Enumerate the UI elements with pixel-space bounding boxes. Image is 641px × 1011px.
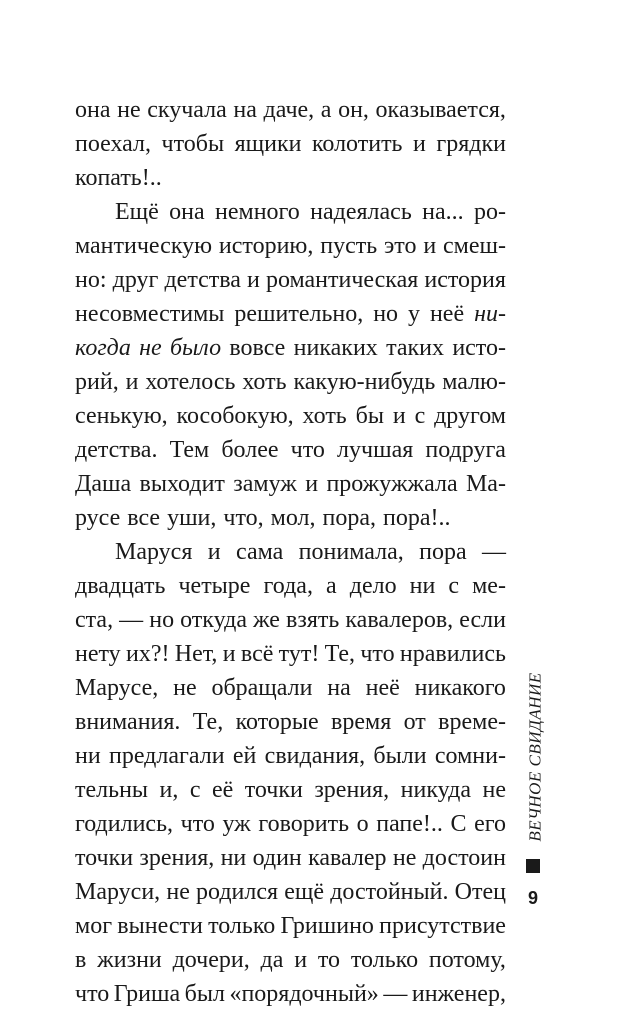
text-line: [75, 229, 506, 263]
word: выходит: [139, 471, 225, 497]
word: на: [327, 675, 351, 701]
word: зрения,: [139, 845, 215, 871]
text-line: [75, 331, 506, 365]
word: и: [423, 233, 437, 259]
word: —: [383, 981, 408, 1007]
word: пора: [419, 539, 467, 565]
word: никуда: [400, 777, 471, 803]
word: когда: [75, 335, 131, 361]
text-line: [75, 739, 506, 773]
word: какую-нибудь: [293, 369, 436, 395]
word: только: [208, 913, 276, 939]
word: которые: [235, 709, 319, 735]
text-line: [75, 875, 506, 909]
word: что: [360, 641, 395, 667]
text-line: [75, 433, 506, 467]
word: но: [149, 607, 175, 633]
word: жизни: [97, 947, 162, 973]
word: вынести: [117, 913, 203, 939]
word: пора!..: [383, 505, 451, 531]
word: бы: [355, 403, 384, 429]
word: кавалер: [308, 845, 387, 871]
word: взять: [286, 607, 340, 633]
word: хоть: [242, 369, 287, 395]
word: време-: [438, 709, 506, 735]
word: а: [320, 97, 332, 123]
word: был: [184, 981, 225, 1007]
word: Ещё: [115, 199, 159, 225]
word: другом: [434, 403, 506, 429]
word: —: [482, 539, 506, 565]
word: предлагали: [109, 743, 225, 769]
word: от: [403, 709, 426, 735]
word: романтическая: [265, 267, 419, 293]
word: копать!..: [75, 165, 162, 191]
word: что: [75, 981, 110, 1007]
word: и: [294, 947, 308, 973]
word: папе!..: [376, 811, 443, 837]
text-line: [75, 603, 506, 637]
word: сама: [236, 539, 284, 565]
word: и: [413, 131, 426, 157]
word: ни-: [474, 301, 506, 327]
running-title-text: ВЕЧНОЕ СВИДАНИЕ: [526, 672, 545, 842]
word: поехал,: [75, 131, 151, 157]
word: это: [384, 233, 417, 259]
word: да: [260, 947, 284, 973]
word: понимала,: [298, 539, 404, 565]
text-line: [75, 263, 506, 297]
word: и: [222, 641, 236, 667]
word: пусть: [320, 233, 378, 259]
word: ста,: [75, 607, 114, 633]
word: Марусе,: [75, 675, 159, 701]
word: время: [331, 709, 392, 735]
word: не: [139, 335, 162, 361]
word: что,: [223, 505, 264, 531]
word: в: [75, 947, 87, 973]
word: сенькую,: [75, 403, 168, 429]
word: что: [180, 811, 215, 837]
word: тельны: [75, 777, 149, 803]
word: но: [373, 301, 399, 327]
word: и,: [159, 777, 179, 803]
word: года,: [263, 573, 313, 599]
word: Те,: [324, 641, 356, 667]
word: и: [207, 539, 221, 565]
text-line: [75, 671, 506, 705]
word: достоин: [422, 845, 506, 871]
word: с: [414, 403, 426, 429]
word: немного: [215, 199, 300, 225]
text-line: [75, 399, 506, 433]
word: Нет,: [174, 641, 218, 667]
word: родился: [196, 879, 279, 905]
word: дело: [349, 573, 397, 599]
word: с: [448, 573, 460, 599]
word: малю-: [442, 369, 506, 395]
word: откуда: [180, 607, 247, 633]
word: хоть: [302, 403, 347, 429]
word: всё: [240, 641, 274, 667]
word: ро-: [474, 199, 506, 225]
word: ящики: [234, 131, 302, 157]
word: не: [392, 845, 417, 871]
word: достойный.: [330, 879, 449, 905]
text-line: [75, 909, 506, 943]
word: замуж: [233, 471, 297, 497]
word: говорить: [258, 811, 350, 837]
word: ей: [232, 743, 257, 769]
word: детства.: [75, 437, 158, 463]
word: история: [424, 267, 506, 293]
word: сомни-: [434, 743, 506, 769]
word: если: [459, 607, 506, 633]
word: четыре: [178, 573, 251, 599]
text-line: [75, 637, 506, 671]
word: уши,: [167, 505, 217, 531]
text-line: [75, 535, 506, 569]
word: ни: [220, 845, 247, 871]
text-line: [75, 943, 506, 977]
word: Те,: [192, 709, 224, 735]
text-line: [75, 93, 506, 127]
text-line: [75, 977, 506, 1011]
word: лучшая: [337, 437, 414, 463]
word: присутствие: [379, 913, 506, 939]
text-line: [75, 705, 506, 739]
word: С: [450, 811, 467, 837]
word: на...: [422, 199, 464, 225]
word: уж: [222, 811, 251, 837]
word: чтобы: [161, 131, 225, 157]
word: все: [127, 505, 161, 531]
word: историю,: [218, 233, 314, 259]
word: и: [247, 267, 260, 293]
word: оказывается,: [375, 97, 506, 123]
word: тут!: [278, 641, 320, 667]
word: точки: [75, 845, 134, 871]
word: смеш-: [443, 233, 506, 259]
text-line: [75, 297, 506, 331]
word: и: [305, 471, 319, 497]
word: мантическую: [75, 233, 213, 259]
word: их?!: [125, 641, 170, 667]
word: неё: [365, 675, 400, 701]
text-line: [75, 195, 506, 229]
word: не: [173, 675, 197, 701]
word: надеялась: [310, 199, 412, 225]
word: свидания,: [264, 743, 366, 769]
word: несовместимы: [75, 301, 225, 327]
word: же: [253, 607, 280, 633]
word: мол,: [270, 505, 316, 531]
word: было: [169, 335, 222, 361]
word: у: [408, 301, 420, 327]
text-line: [75, 127, 506, 161]
word: друг: [112, 267, 159, 293]
word: детства: [164, 267, 241, 293]
word: и: [392, 403, 406, 429]
text-line: [75, 365, 506, 399]
word: скучала: [147, 97, 227, 123]
text-line: [75, 773, 506, 807]
word: Гришино: [280, 913, 374, 939]
word: «порядочный»: [229, 981, 379, 1007]
word: точки: [244, 777, 303, 803]
word: были: [373, 743, 427, 769]
word: его: [474, 811, 506, 837]
word: дочери,: [172, 947, 250, 973]
word: решительно,: [234, 301, 364, 327]
word: неё: [429, 301, 465, 327]
word: только: [350, 947, 419, 973]
word: ни: [409, 573, 436, 599]
square-marker-icon: [526, 859, 540, 873]
page-number: 9: [527, 888, 538, 908]
word: ни: [75, 743, 101, 769]
word: даче,: [263, 97, 315, 123]
word: кавалеров,: [345, 607, 454, 633]
word: Маруся: [115, 539, 193, 565]
text-line: [75, 467, 506, 501]
word: её: [211, 777, 234, 803]
text-line: [75, 807, 506, 841]
word: хотелось: [145, 369, 236, 395]
word: один: [252, 845, 302, 871]
word: она: [75, 97, 111, 123]
word: исто-: [452, 335, 506, 361]
word: Тем: [169, 437, 210, 463]
word: что: [290, 437, 325, 463]
word: инженер,: [411, 981, 506, 1007]
word: кособокую,: [176, 403, 294, 429]
word: никакого: [414, 675, 506, 701]
word: но:: [75, 267, 107, 293]
word: внимания.: [75, 709, 181, 735]
word: нравились: [399, 641, 506, 667]
word: не: [166, 879, 190, 905]
word: вовсе: [229, 335, 286, 361]
word: с: [189, 777, 201, 803]
word: пора,: [322, 505, 377, 531]
text-line: [75, 841, 506, 875]
word: зрения,: [314, 777, 390, 803]
word: таких: [386, 335, 445, 361]
word: —: [119, 607, 144, 633]
word: а: [326, 573, 337, 599]
word: годились,: [75, 811, 174, 837]
body-text: [75, 93, 506, 1011]
word: Отец: [454, 879, 506, 905]
word: рий,: [75, 369, 119, 395]
word: Гриша: [113, 981, 181, 1007]
word: на: [233, 97, 257, 123]
word: никаких: [293, 335, 378, 361]
word: ещё: [284, 879, 325, 905]
word: обращали: [211, 675, 313, 701]
word: не: [482, 777, 506, 803]
word: нету: [75, 641, 121, 667]
word: и: [125, 369, 139, 395]
running-title: [522, 667, 550, 847]
word: мог: [75, 913, 113, 939]
word: более: [221, 437, 279, 463]
word: Маруси,: [75, 879, 161, 905]
word: она: [169, 199, 205, 225]
word: грядки: [436, 131, 506, 157]
word: о: [356, 811, 369, 837]
word: колотить: [311, 131, 403, 157]
word: то: [317, 947, 341, 973]
word: Ма-: [465, 471, 506, 497]
word: потому,: [428, 947, 506, 973]
word: русе: [75, 505, 121, 531]
word: он,: [338, 97, 369, 123]
word: ме-: [472, 573, 506, 599]
word: Даша: [75, 471, 132, 497]
word: не: [117, 97, 141, 123]
word: прожужжала: [326, 471, 458, 497]
text-line: [75, 501, 506, 535]
text-line: [75, 569, 506, 603]
text-line: [75, 161, 506, 195]
word: двадцать: [75, 573, 166, 599]
word: подруга: [425, 437, 506, 463]
